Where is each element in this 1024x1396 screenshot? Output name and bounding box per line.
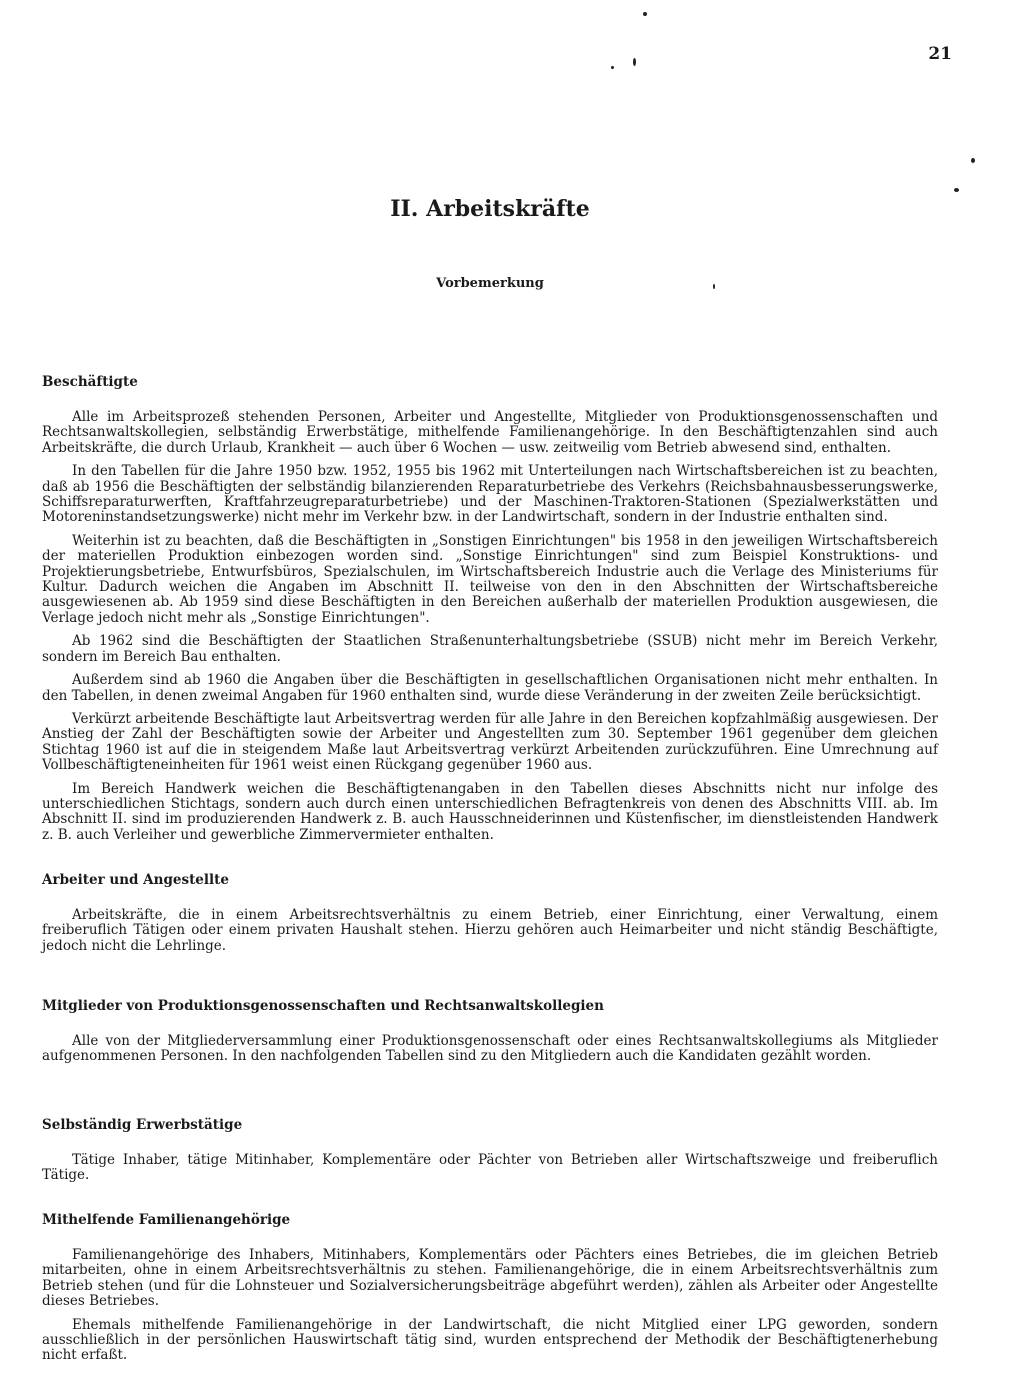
section-heading: Arbeiter und Angestellte <box>42 872 229 888</box>
scan-speck <box>971 158 975 163</box>
scan-speck <box>954 188 959 192</box>
scan-speck <box>643 12 647 16</box>
section-selbstaendig-erwerbstaetige <box>42 1117 938 1192</box>
paragraph: Ehemals mithelfende Familienangehörige in der Landwirtschaft, die nicht Mitglied einer LPG geworden, sondern ausschließlich in der persönlichen Hauswirtschaft tätig sind, wurden entsprechend der Methodik der Beschäftigtenerhebung nicht erfaßt. <box>42 1316 938 1364</box>
paragraph: Arbeitskräfte, die in einem Arbeitsrechtsverhältnis zu einem Betrieb, einer Einrichtung, einer Verwaltung, einem freiberuflich Tätigen oder einem privaten Haushalt stehen. Hierzu gehören auch Heimarbeiter und nicht ständig Beschäftigte, jedoch nicht die Lehrlinge. <box>42 907 938 954</box>
paragraph: Alle von der Mitgliederversammlung einer Produktionsgenossenschaft oder eines Rechtsanwaltskollegiums als Mitglieder aufgenommenen Personen. In den nachfolgenden Tabellen sind zu den Mitgliedern auch die Kandidaten gezählt worden. <box>42 1033 938 1065</box>
paragraph: Außerdem sind ab 1960 die Angaben über die Beschäftigten in gesellschaftlichen Organisationen nicht mehr enthalten. In den Tabellen, in denen zweimal Angaben für 1960 enthalten sind, wurde diese Veränderung in der zweiten Zeile berücksichtigt. <box>42 672 938 704</box>
section-mitglieder <box>42 998 938 1073</box>
paragraph: Alle im Arbeitsprozeß stehenden Personen, Arbeiter und Angestellte, Mitglieder von Produktionsgenossenschaften und Rechtsanwaltskollegien, selbständig Erwerbstätige, mithelfende Familienangehörige. In den Beschäftigtenzahlen sind auch Arbeitskräfte, die durch Urlaub, Krankheit — auch über 6 Wochen — usw. zeitweilig vom Betrieb abwesend sind, enthalten. <box>42 409 938 456</box>
section-heading: Beschäftigte <box>42 374 138 390</box>
scan-speck <box>633 58 636 66</box>
scan-speck <box>611 66 614 69</box>
section-mithelfende-familienangehoerige <box>42 1212 938 1372</box>
paragraph: Weiterhin ist zu beachten, daß die Beschäftigten in „Sonstigen Einrichtungen" bis 1958 in den jeweiligen Wirtschaftsbereich der materiellen Produktion einbezogen worden sind. „Sonstige Einrichtungen" sind zum Beispiel Konstruktions- und Projektierungsbetriebe, Entwurfsbüros, Spezialschulen, im Wirtschaftsbereich Industrie auch die Verlage des Ministeriums für Kultur. Dadurch weichen die Angaben im Abschnitt II. teilweise von den in den Abschnitten der Wirtschaftsbereiche ausgewiesenen ab. Ab 1959 sind diese Beschäftigten in den Bereichen außerhalb der materiellen Produktion ausgewiesen, die Verlage jedoch nicht mehr als „Sonstige Einrichtungen". <box>42 532 938 626</box>
section-beschaeftigte <box>42 374 938 851</box>
section-heading: Selbständig Erwerbstätige <box>42 1117 243 1133</box>
paragraph: Verkürzt arbeitende Beschäftigte laut Arbeitsvertrag werden für alle Jahre in den Bereichen kopfzahlmäßig ausgewiesen. Der Anstieg der Zahl der Beschäftigten sowie der Arbeiter und Angestellten zum 30. September 1961 gegenüber dem gleichen Stichtag 1960 ist auf die in steigendem Maße laut Arbeitsvertrag verkürzt Arbeitenden zurückzuführen. Eine Umrechnung auf Vollbeschäftigteneinheiten für 1961 weist einen Rückgang gegenüber 1960 aus. <box>42 710 938 774</box>
page-number: 21 <box>928 44 952 64</box>
paragraph: Im Bereich Handwerk weichen die Beschäftigtenangaben in den Tabellen dieses Abschnitts nicht nur infolge des unterschiedlichen Stichtags, sondern auch durch einen unterschiedlichen Befragtenkreis von denen des Abschnitts VIII. ab. Im Abschnitt II. sind im produzierenden Handwerk z. B. auch Hausschneiderinnen und Küstenfischer, im dienstleistenden Handwerk z. B. auch Verleiher und gewerbliche Zimmervermieter enthalten. <box>42 780 938 843</box>
scan-speck <box>713 284 715 289</box>
section-arbeiter-und-angestellte <box>42 872 938 962</box>
chapter-title: II. Arbeitskräfte <box>390 196 590 222</box>
paragraph: In den Tabellen für die Jahre 1950 bzw. 1952, 1955 bis 1962 mit Unterteilungen nach Wirtschaftsbereichen ist zu beachten, daß ab 1956 die Beschäftigten der selbständig bilanzierenden Reparaturbetriebe des Verkehrs (Reichsbahnausbesserungswerke, Schiffsreparaturwerften, Kraftfahrzeugreparaturbetriebe) und der Maschinen-Traktoren-Stationen (Spezialwerkstätten und Motoreninstandsetzungswerke) nicht mehr im Verkehr bzw. in der Landwirtschaft, sondern in der Industrie enthalten sind. <box>42 463 938 526</box>
section-heading: Mitglieder von Produktionsgenossenschaften und Rechtsanwaltskollegien <box>42 998 604 1014</box>
subtitle: Vorbemerkung <box>436 276 544 291</box>
paragraph: Familienangehörige des Inhabers, Mitinhabers, Komplementärs oder Pächters eines Betriebes, die im gleichen Betrieb mitarbeiten, ohne in einem Arbeitsrechtsverhältnis zu stehen. Familienangehörige, die in einem Arbeitsrechtsverhältnis zum Betrieb stehen (und für die Lohnsteuer und Sozialversicherungsbeiträge abgeführt werden), zählen als Arbeiter oder Angestellte dieses Betriebes. <box>42 1247 938 1310</box>
section-heading: Mithelfende Familienangehörige <box>42 1212 291 1228</box>
paragraph: Tätige Inhaber, tätige Mitinhaber, Komplementäre oder Pächter von Betrieben aller Wirtschaftszweige und freiberuflich Tätige. <box>42 1152 938 1184</box>
paragraph: Ab 1962 sind die Beschäftigten der Staatlichen Straßenunterhaltungsbetriebe (SSUB) nicht mehr im Bereich Verkehr, sondern im Bereich Bau enthalten. <box>42 633 938 665</box>
